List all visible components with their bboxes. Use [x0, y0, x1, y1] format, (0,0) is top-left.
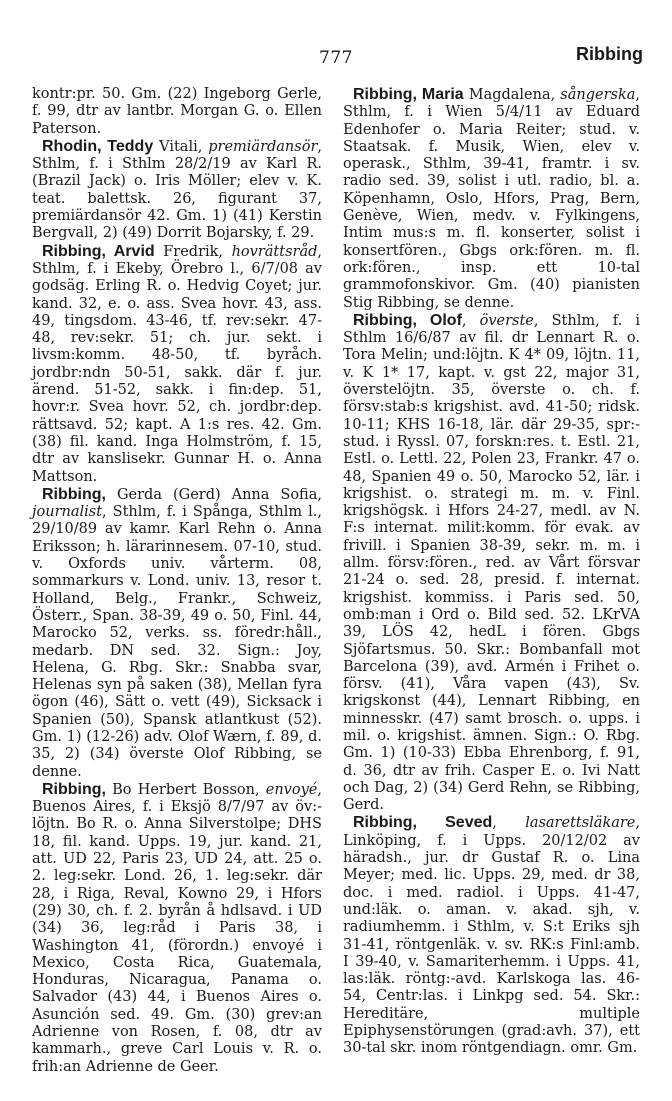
entry-occupation: journalist [32, 504, 103, 521]
entry-text: , Sthlm, f. i Spånga, Sthlm l., 29/10/89 av kamr. Karl Rehn o. Anna Eriksson; h. lärarinnesem. 07-10, stud. v. Oxfords univ. vårterm. 08, sommarkurs v. Lond. univ. 13, resor t. Holland, Belg., Frankr., Schweiz, Österr., Span. 38-39, 49 o. 50, Finl. 44, Marocko 52, verks. ss. föredr:håll., medarb. DN sed. 32. Sign.: Joy, Helena, G. Rbg. Skr.: Snabba svar, Helenas syn på saken (38), Mellan fyra ögon (46), Sätt o. vett (49), Sicksack i Spanien (50), Spansk atlantkust (52). Gm. 1) (12-26) adv. Olof Wærn, f. 89, d. 35, 2) (34) överste Olof Ribbing, se denne. [32, 504, 322, 780]
entry-text: kontr:pr. 50. Gm. (22) Ingeborg Gerle, f. 99, dtr av lantbr. Morgan G. o. Ellen Paterson. [32, 86, 322, 137]
entry-ribbing-olof [343, 312, 640, 815]
entry-occupation: envoyé [265, 781, 318, 798]
entry-ribbing-arvid [32, 243, 322, 486]
entry-given-names: , [461, 312, 480, 329]
entry-ribbing-maria [343, 86, 640, 312]
entry-given-names: Fredrik, [154, 243, 232, 260]
entry-headword: Ribbing, Seved [353, 814, 493, 832]
entry-continuation [32, 86, 322, 138]
entry-occupation: överste [479, 312, 534, 329]
entry-ribbing-gerd [32, 486, 322, 781]
entry-headword: Ribbing, [42, 780, 106, 798]
running-head: Ribbing [576, 44, 643, 64]
entry-ribbing-seved [343, 814, 640, 1057]
entry-text: , Sthlm, f. i Wien 5/4/11 av Eduard Edenhofer o. Maria Reiter; stud. v. Staatsak. f. Musik, Wien, elev v. operask., Sthlm, 39-41, framtr. i sv. radio sed. 39, solist i utl. radio, bl. a. Köpenhamn, Oslo, Hfors, Prag, Bern, Genève, Wien, medv. v. Fylkingens, Intim mus:s m. fl. konserter, solist i konsertfören., Gbgs ork:fören. m. fl. ork:fören., insp. ett 10-tal grammofonskivor. Gm. (40) pianisten Stig Ribbing, se denne. [343, 87, 640, 311]
entry-given-names: Magdalena, [463, 87, 561, 103]
entry-given-names: Vitali, [153, 138, 209, 155]
entry-headword: Ribbing, Arvid [42, 242, 155, 260]
entry-given-names: Bo Herbert Bosson, [105, 781, 266, 798]
entry-text: , Sthlm, f. i Ekeby, Örebro l., 6/7/08 av godsäg. Erling R. o. Hedvig Coyet; jur. kand. 32, e. o. ass. Svea hovr. 43, ass. 49, tingsdom. 43-46, tf. rev:sekr. 47-48, rev:sekr. 51; ch. jur. sekt. i livsm:komm. 48-50, tf. byråch. jordbr:ndn 50-51, sakk. där f. jur. ärend. 51-52, sakk. i fin:dep. 51, hovr:r. Svea hovr. 52, ch. jordbr:dep. rättsavd. 52; kapt. A 1:s res. 42. Gm. (38) fil. kand. Inga Holmström, f. 15, dtr av kanslisekr. Gunnar H. o. Anna Mattson. [32, 243, 322, 485]
entry-headword: Ribbing, [42, 485, 106, 503]
entry-occupation: sångerska [560, 87, 636, 103]
entry-given-names: Gerda (Gerd) Anna Sofia, [105, 486, 322, 503]
entry-given-names: , [492, 815, 526, 832]
entry-headword: Rhodin, Teddy [42, 137, 154, 155]
entry-occupation: hovrättsråd [231, 243, 318, 260]
page-number: 777 [319, 48, 353, 68]
entry-text: , Sthlm, f. i Sthlm 16/6/87 av fil. dr Lennart R. o. Tora Melin; und:löjtn. K 4* 09, löjtn. 11, v. K 1* 17, kapt. v. gst 22, major 31, överstelöjtn. 35, överste o. ch. f. försv:stab:s krigshist. avd. 41-50; ridsk. 10-11; KHS 16-18, lär. där 29-35, spr:-stud. i Ryssl. 07, forskn:res. t. Estl. 21, Estl. o. Lettl. 22, Polen 23, Frankr. 47 o. 48, Spanien 49 o. 50, Marocko 52, lär. i krigshist. o. strategi m. m. v. Finl. krigshögsk. i Hfors 24-27, medl. av N. F:s internat. milit:komm. för evak. av frivill. i Spanien 38-39, sekr. m. m. i allm. försv:fören., red. av Vårt försvar 21-24 o. sed. 28, presid. f. internat. krigshist. kommiss. i Paris sed. 50, omb:man i Ord o. Bild sed. 52. LKrVA 39, LÖS 42, hedL i fören. Gbgs Sjöfartsmus. 50. Skr.: Bombanfall mot Barcelona (39), avd. Armén i Frihet o. försv. (41), Våra vapen (43), Sv. krigskonst (44), Lennart Ribbing, en minnesskr. (47) samt brosch. o. upps. i mil. o. krigshist. ämnen. Sign.: O. Rbg. Gm. 1) (10-33) Ebba Ehrenborg, f. 91, d. 36, dtr av frih. Casper E. o. Ivi Natt och Dag, 2) (34) Gerd Rehn, se Ribbing, Gerd. [343, 312, 640, 814]
entry-ribbing-herbert [32, 781, 322, 1076]
entry-text: , Sthlm, f. i Sthlm 28/2/19 av Karl R. (Brazil Jack) o. Iris Möller; elev v. K. teat. balettsk. 26, figurant 37, premiärdansör 42. Gm. 1) (41) Kerstin Bergvall, 2) (49) Dorrit Bojarsky, f. 29. [32, 138, 322, 242]
left-column [32, 86, 322, 1076]
entry-headword: Ribbing, Olof [353, 311, 462, 329]
entry-occupation: lasarettsläkare [525, 815, 636, 832]
entry-rhodin-teddy [32, 138, 322, 243]
right-column [343, 86, 640, 1058]
entry-headword: Ribbing, Maria [353, 86, 464, 103]
entry-occupation: premiärdansör [208, 138, 318, 155]
entry-text: , Linköping, f. i Upps. 20/12/02 av häradsh., jur. dr Gustaf R. o. Lina Meyer; med. lic. Upps. 29, med. dr 38, doc. i med. radiol. i Upps. 41-47, und:läk. o. aman. v. akad. sjh, v. radiumhemm. i Sthlm, v. S:t Eriks sjh 31-41, röntgenläk. v. sv. RK:s Finl:amb. I 39-40, v. Samariterhemm. i Upps. 41, las:läk. röntg:-avd. Karlskoga las. 46-54, Centr:las. i Linkpg sed. 54. Skr.: Hereditäre, multiple Epiphysenstörungen (grad:avh. 37), ett 30-tal skr. inom röntgendiagn. omr. Gm. [343, 815, 640, 1057]
entry-text: , Buenos Aires, f. i Eksjö 8/7/97 av öv:-löjtn. Bo R. o. Anna Silverstolpe; DHS 18, fil. kand. Upps. 19, jur. kand. 21, att. UD 22, Paris 23, UD 24, att. 25 o. 2. leg:sekr. Lond. 26, 1. leg:sekr. där 28, i Riga, Reval, Kowno 29, i Hfors (29) 30, ch. f. 2. byrån å hdlsavd. i UD (34) 36, leg:råd i Paris 38, i Washington 41, (förordn.) envoyé i Mexico, Costa Rica, Guatemala, Honduras, Nicaragua, Panama o. Salvador (43) 44, i Buenos Aires o. Asunción sed. 49. Gm. (30) grev:an Adrienne von Rosen, f. 08, dtr av kammarh., greve Carl Louis v. R. o. frih:an Adrienne de Geer. [32, 781, 322, 1075]
